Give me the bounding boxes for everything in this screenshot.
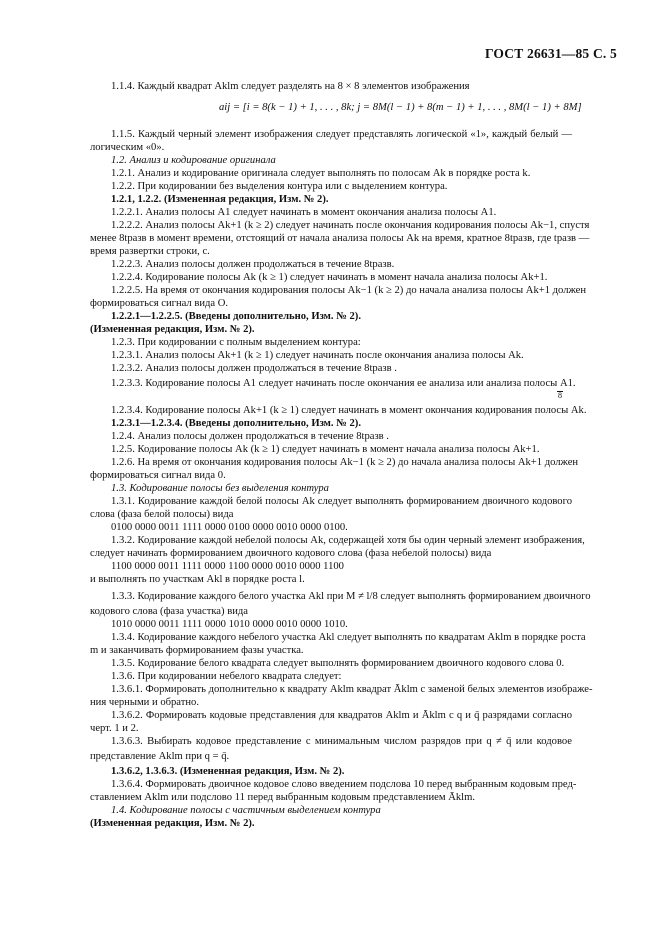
formula-aij: aij = [i = 8(k − 1) + 1, . . . , 8k; j = 8M(l − 1) + 8(m − 1) + 1, . . . , 8M(l − 1) + 8M] — [219, 102, 582, 113]
note-1-2-1: 1.2.1, 1.2.2. (Измененная редакция, Изм. № 2). — [111, 194, 329, 205]
para-1-3-1-cont: слова (фаза белой полосы) вида — [90, 509, 234, 520]
para-1-1-5: 1.1.5. Каждый черный элемент изображения следует представлять логической «1», каждый белый — — [111, 129, 572, 140]
para-1-2-2-2: 1.2.2.2. Анализ полосы Ak+1 (k ≥ 2) следует начинать после окончания кодирования полосы Ak−1, спустя — [111, 220, 590, 231]
para-1-2-2-5: 1.2.2.5. На время от окончания кодирования полосы Ak−1 (k ≥ 2) до начала анализа полосы Ak+1 должен — [111, 285, 587, 296]
para-1-3-3: 1.3.3. Кодирование каждого белого участка Akl при M ≠ l/8 следует выполнять формированием двоичного — [111, 591, 591, 602]
note-1-3-6: 1.3.6.2, 1.3.6.3. (Измененная редакция, Изм. № 2). — [111, 766, 345, 777]
para-1-2-2-2-cont: менее 8tразв в момент времени, отстоящий от начала анализа полосы Ak на время, кратное 8tразв, где tразв — — [90, 233, 590, 244]
para-1-3-5: 1.3.5. Кодирование белого квадрата следует выполнять формированием двоичного кодового слова 0. — [111, 658, 565, 669]
para-1-2-2-3: 1.2.2.3. Анализ полосы должен продолжаться в течение 8tразв. — [111, 259, 395, 270]
para-1-2-6: 1.2.6. На время от окончания кодирования полосы Ak−1 (k ≥ 2) до начала анализа полосы Ak+1 должен — [111, 457, 579, 468]
note-1-4: (Измененная редакция, Изм. № 2). — [90, 818, 255, 829]
para-1-3-2-cont: следует начинать формированием двоичного кодового слова (фаза небелой полосы) вида — [90, 548, 492, 559]
para-1-2-2-4: 1.2.2.4. Кодирование полосы Ak (k ≥ 1) следует начинать в момент начала анализа полосы Ak+1. — [111, 272, 548, 283]
para-1-3-4: 1.3.4. Кодирование каждого небелого участка Akl следует выполнять по квадратам Aklm в порядке роста — [111, 632, 586, 643]
para-1-3-3-cont: кодового слова (фаза участка) вида — [90, 606, 248, 617]
code-white-section: 1010 0000 0011 1111 0000 1010 0000 0010 0000 1010. — [111, 619, 348, 630]
code-white-strip: 0100 0000 0011 1111 0000 0100 0000 0010 0000 0100. — [111, 522, 348, 533]
section-1-4-title: 1.4. Кодирование полосы с частичным выделением контура — [111, 805, 381, 816]
para-1-2-2-2-cont2: время развертки строки, с. — [90, 246, 210, 257]
para-1-2-3-1: 1.2.3.1. Анализ полосы Ak+1 (k ≥ 1) следует начинать после окончания анализа полосы Ak. — [111, 350, 524, 361]
para-1-3-6-3: 1.3.6.3. Выбирать кодовое представление с минимальным числом разрядов при q ≠ q̄ или кодовое — [111, 736, 572, 747]
para-1-2-2-5-cont: формироваться сигнал вида О. — [90, 298, 229, 309]
margin-mark: 8 — [558, 391, 562, 400]
section-1-2-title: 1.2. Анализ и кодирование оригинала — [111, 155, 276, 166]
note-1-2-2-ed: (Измененная редакция, Изм. № 2). — [90, 324, 255, 335]
para-1-3-6-3-cont: представление Aklm при q = q̄. — [90, 751, 230, 762]
para-1-3-6: 1.3.6. При кодировании небелого квадрата следует: — [111, 671, 342, 682]
page-header: ГОСТ 26631—85 С. 5 — [484, 46, 617, 61]
para-1-2-4: 1.2.4. Анализ полосы должен продолжаться в течение 8tразв . — [111, 431, 389, 442]
note-1-2-2: 1.2.2.1—1.2.2.5. (Введены дополнительно, Изм. № 2). — [111, 311, 361, 322]
para-1-2-6-cont: формироваться сигнал вида 0. — [90, 470, 226, 481]
para-1-3-2: 1.3.2. Кодирование каждой небелой полосы Ak, содержащей хотя бы один черный элемент изображения, — [111, 535, 585, 546]
para-1-3-6-2: 1.3.6.2. Формировать кодовые представления для квадратов Aklm и Āklm с q и q̄ разрядами согласно — [111, 710, 572, 721]
para-1-2-3: 1.2.3. При кодировании с полным выделением контура: — [111, 337, 361, 348]
para-1-1-4: 1.1.4. Каждый квадрат Aklm следует разделять на 8 × 8 элементов изображения — [111, 81, 470, 92]
para-1-2-5: 1.2.5. Кодирование полосы Ak (k ≥ 1) следует начинать в момент начала анализа полосы Ak+1. — [111, 444, 540, 455]
para-1-3-2-cont2: и выполнять по участкам Akl в порядке роста l. — [90, 574, 305, 585]
para-1-3-6-2-cont: черт. 1 и 2. — [90, 723, 139, 734]
para-1-3-1: 1.3.1. Кодирование каждой белой полосы Ak следует выполнять формированием двоичного кодового — [111, 496, 572, 507]
para-1-3-6-1: 1.3.6.1. Формировать дополнительно к квадрату Aklm квадрат Āklm с заменой белых элементов изображе- — [111, 684, 593, 695]
para-1-1-5-cont: логическим «0». — [90, 142, 165, 153]
para-1-3-6-1-cont: ния черными и обратно. — [90, 697, 199, 708]
para-1-2-3-2: 1.2.3.2. Анализ полосы должен продолжаться в течение 8tразв . — [111, 363, 397, 374]
para-1-3-4-cont: m и заканчивать формированием фазы участка. — [90, 645, 304, 656]
section-1-3-title: 1.3. Кодирование полосы без выделения контура — [111, 483, 329, 494]
para-1-2-2-1: 1.2.2.1. Анализ полосы A1 следует начинать в момент окончания анализа полосы A1. — [111, 207, 497, 218]
para-1-2-1: 1.2.1. Анализ и кодирование оригинала следует выполнять по полосам Ak в порядке роста k. — [111, 168, 531, 179]
note-1-2-3: 1.2.3.1—1.2.3.4. (Введены дополнительно, Изм. № 2). — [111, 418, 361, 429]
para-1-2-3-3: 1.2.3.3. Кодирование полосы A1 следует начинать после окончания ее анализа или анализа полосы A1. — [111, 378, 576, 389]
para-1-3-6-4-cont: ставлением Aklm или подслово 11 перед выбранным кодовым представлением Āklm. — [90, 792, 475, 803]
para-1-2-3-4: 1.2.3.4. Кодирование полосы Ak+1 (k ≥ 1) следует начинать в момент окончания кодирования полосы Ak. — [111, 405, 587, 416]
para-1-3-6-4: 1.3.6.4. Формировать двоичное кодовое слово введением подслова 10 перед выбранным кодовым пред- — [111, 779, 577, 790]
para-1-2-2: 1.2.2. При кодировании без выделения контура или с выделением контура. — [111, 181, 448, 192]
code-nonwhite-strip: 1100 0000 0011 1111 0000 1100 0000 0010 0000 1100 — [111, 561, 344, 572]
